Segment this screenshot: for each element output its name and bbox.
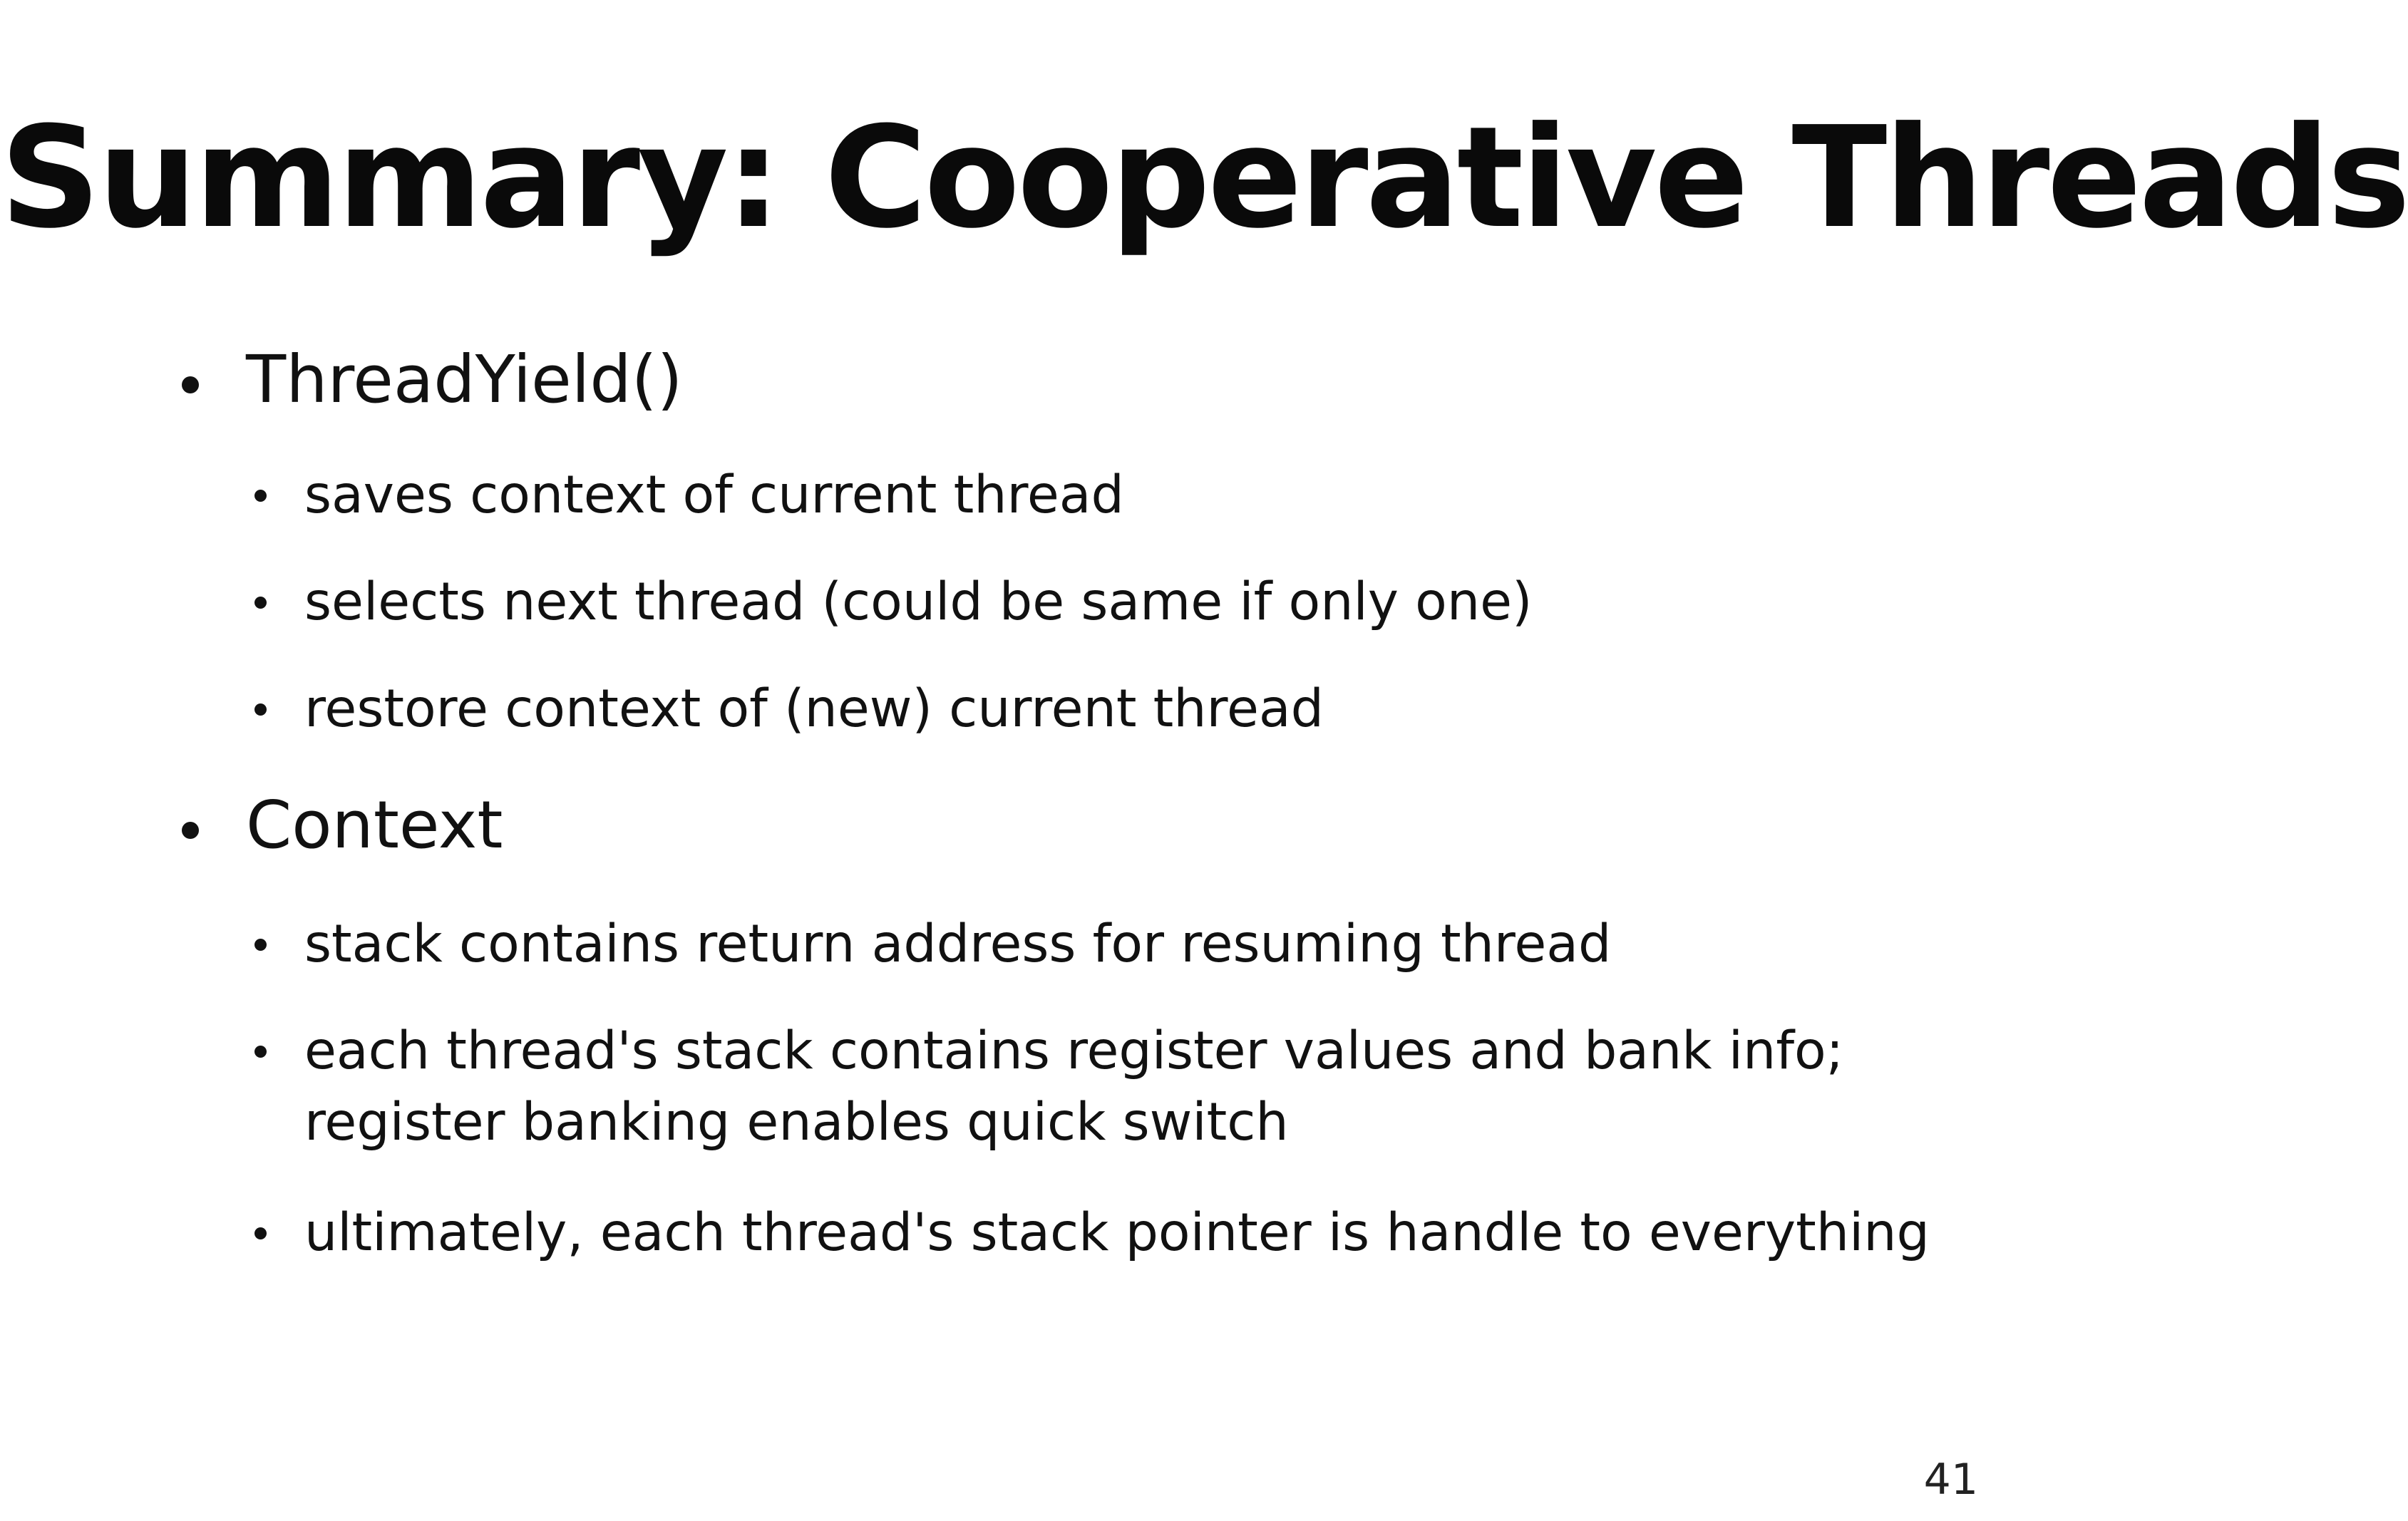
- sub-bullet-text: saves context of current thread: [304, 465, 1124, 525]
- bullet-context: [246, 786, 503, 865]
- page-number: 41: [1923, 1455, 1978, 1505]
- sub-bullet-text: stack contains return address for resuming thread: [304, 914, 1612, 974]
- sub-bullet-register-values: [304, 1016, 1843, 1158]
- bullet-dot: [254, 597, 267, 609]
- bullet-dot: [254, 1046, 267, 1058]
- sub-bullet-stack-return-address: [304, 909, 1611, 980]
- bullet-heading: Context: [246, 787, 503, 863]
- bullet-dot: [254, 1227, 267, 1239]
- bullet-dot: [254, 703, 267, 716]
- sub-bullet-restore-context: [304, 674, 1324, 745]
- bullet-dot: [254, 939, 267, 951]
- sub-bullet-text: selects next thread (could be same if only one): [304, 572, 1533, 632]
- sub-bullet-text-line-2: register banking enables quick switch: [304, 1092, 1289, 1153]
- sub-bullet-text: ultimately, each thread's stack pointer is handle to everything: [304, 1202, 1930, 1263]
- bullet-dot: [182, 822, 199, 839]
- bullet-dot: [182, 376, 199, 393]
- slide-title: Summary: Cooperative Threads: [0, 97, 2408, 259]
- sub-bullet-stack-pointer: [304, 1197, 1930, 1269]
- sub-bullet-text: restore context of (new) current thread: [304, 679, 1324, 739]
- sub-bullet-text-line-1: each thread's stack contains register values and bank info;: [304, 1021, 1844, 1081]
- bullet-dot: [254, 490, 267, 502]
- sub-bullet-saves-context: [304, 460, 1124, 531]
- bullet-heading: ThreadYield(): [246, 341, 683, 418]
- bullet-threadyield: [246, 341, 683, 419]
- sub-bullet-selects-next: [304, 567, 1533, 638]
